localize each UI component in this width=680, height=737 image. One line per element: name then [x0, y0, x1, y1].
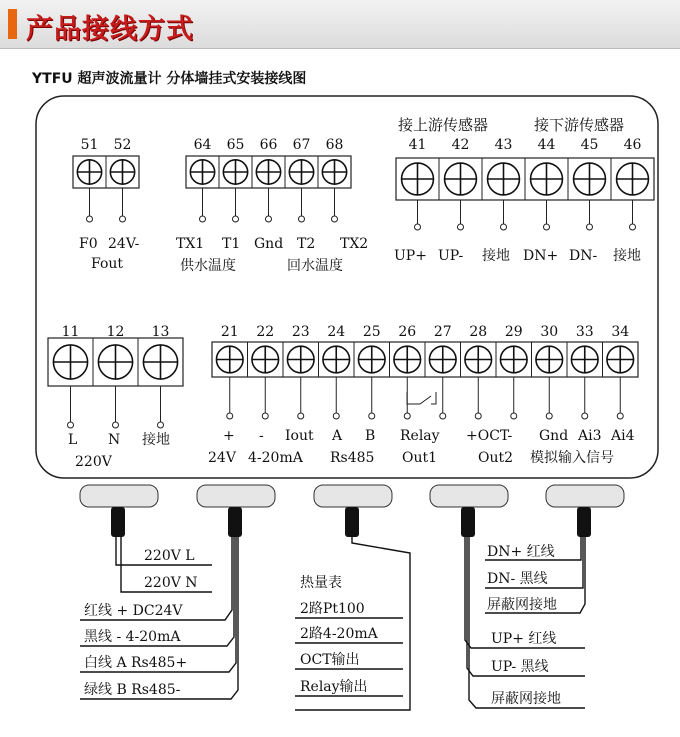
label-fout: Fout — [91, 256, 124, 272]
label-n: N — [108, 432, 121, 448]
terminal-number-33: 33 — [575, 324, 594, 340]
terminal-number-22: 22 — [256, 324, 275, 340]
label-f0: F0 — [79, 236, 98, 252]
cable2-line-4: 绿线 B Rs485- — [84, 682, 181, 698]
terminal-number-45: 45 — [580, 137, 599, 153]
cable2-line-2: 黑线 - 4-20mA — [84, 629, 181, 645]
terminal-number-27: 27 — [433, 324, 452, 340]
cable5-line-3: 屏蔽网接地 — [491, 691, 561, 707]
gland-4 — [430, 485, 508, 507]
label-ai4: Ai4 — [611, 428, 635, 444]
gland-1 — [80, 485, 158, 507]
label-a: A — [332, 428, 343, 444]
terminal-number-52: 52 — [113, 137, 132, 153]
cable3-line-2: 2路Pt100 — [300, 601, 365, 617]
gland-5 — [546, 485, 624, 507]
label-up-minus: UP- — [438, 248, 464, 264]
terminal-number-65: 65 — [226, 137, 245, 153]
terminal-number-34: 34 — [611, 324, 630, 340]
cable2-line-1: 红线 + DC24V — [84, 603, 183, 619]
terminal-number-66: 66 — [259, 137, 278, 153]
label-dn-minus: DN- — [569, 248, 598, 264]
label-supply-temp: 供水温度 — [180, 258, 236, 274]
label-4-20ma: 4-20mA — [248, 450, 303, 466]
label-24v-minus: 24V- — [108, 236, 140, 252]
label-iout: Iout — [285, 428, 314, 444]
cable3-line-4: OCT输出 — [300, 652, 360, 668]
label-220v: 220V — [75, 454, 112, 470]
gland-2 — [197, 485, 275, 507]
terminal-number-68: 68 — [325, 137, 344, 153]
cable-labels — [84, 543, 561, 707]
terminal-number-64: 64 — [193, 137, 212, 153]
gland-3 — [314, 485, 392, 507]
terminal-number-30: 30 — [540, 324, 559, 340]
label-b: B — [365, 428, 376, 444]
label-t1: T1 — [222, 236, 241, 252]
cable3-line-5: Relay输出 — [300, 679, 368, 695]
cable2-line-3: 白线 A Rs485+ — [84, 655, 188, 671]
terminal-number-24: 24 — [327, 324, 346, 340]
label-out2: Out2 — [478, 450, 514, 466]
terminal-number-23: 23 — [291, 324, 310, 340]
label-up-plus: UP+ — [394, 248, 427, 264]
terminal-number-12: 12 — [106, 324, 125, 340]
label-return-temp: 回水温度 — [287, 258, 343, 274]
label-tx2: TX2 — [340, 236, 369, 252]
label-relay: Relay — [400, 428, 440, 444]
label-plus: + — [223, 428, 235, 444]
label-l: L — [68, 432, 78, 448]
label-analog-input: 模拟输入信号 — [530, 450, 614, 466]
terminal-number-11: 11 — [61, 324, 80, 340]
label-minus: - — [259, 428, 264, 444]
cable3-line-1: 热量表 — [300, 575, 342, 591]
cable4-line-1: DN+ 红线 — [487, 544, 555, 560]
cable1-line-1: 220V L — [144, 548, 195, 564]
terminal-number-28: 28 — [469, 324, 488, 340]
cable-nozzles — [111, 507, 591, 537]
terminal-number-25: 25 — [362, 324, 381, 340]
cable4-line-3: 屏蔽网接地 — [487, 597, 557, 613]
terminal-number-44: 44 — [537, 137, 556, 153]
cable-glands — [80, 485, 624, 507]
terminal-number-42: 42 — [451, 137, 470, 153]
cable3-line-3: 2路4-20mA — [300, 626, 378, 642]
terminal-number-67: 67 — [292, 137, 311, 153]
device-enclosure — [36, 96, 658, 478]
label-plus-oct: +OCT- — [466, 428, 513, 444]
cable4-line-2: DN- 黑线 — [487, 571, 548, 587]
page-title: 产品接线方式 — [26, 14, 194, 45]
cable5-line-2: UP- 黑线 — [491, 659, 549, 675]
label-t2: T2 — [297, 236, 316, 252]
terminal-number-29: 29 — [504, 324, 523, 340]
terminal-number-51: 51 — [80, 137, 99, 153]
label-gnd-2: Gnd — [539, 428, 569, 444]
terminal-number-13: 13 — [151, 324, 170, 340]
label-ground-3: 接地 — [142, 432, 170, 448]
label-tx1: TX1 — [176, 236, 205, 252]
downstream-label: 接下游传感器 — [534, 116, 625, 134]
label-out1: Out1 — [402, 450, 438, 466]
cable1-line-2: 220V N — [144, 575, 198, 591]
terminal-number-21: 21 — [220, 324, 239, 340]
diagram-subtitle: YTFU 超声波流量计 分体墙挂式安装接线图 — [32, 71, 307, 87]
terminal-number-43: 43 — [494, 137, 513, 153]
terminal-number-26: 26 — [398, 324, 417, 340]
cable5-line-1: UP+ 红线 — [491, 631, 557, 647]
label-rs485: Rs485 — [330, 450, 375, 466]
label-ai3: Ai3 — [578, 428, 602, 444]
label-ground-1: 接地 — [482, 248, 510, 264]
terminal-number-41: 41 — [408, 137, 427, 153]
label-dn-plus: DN+ — [523, 248, 559, 264]
label-gnd: Gnd — [254, 236, 284, 252]
terminal-number-46: 46 — [623, 137, 642, 153]
label-ground-2: 接地 — [613, 248, 641, 264]
label-24v: 24V — [208, 450, 236, 466]
upstream-label: 接上游传感器 — [398, 116, 489, 134]
